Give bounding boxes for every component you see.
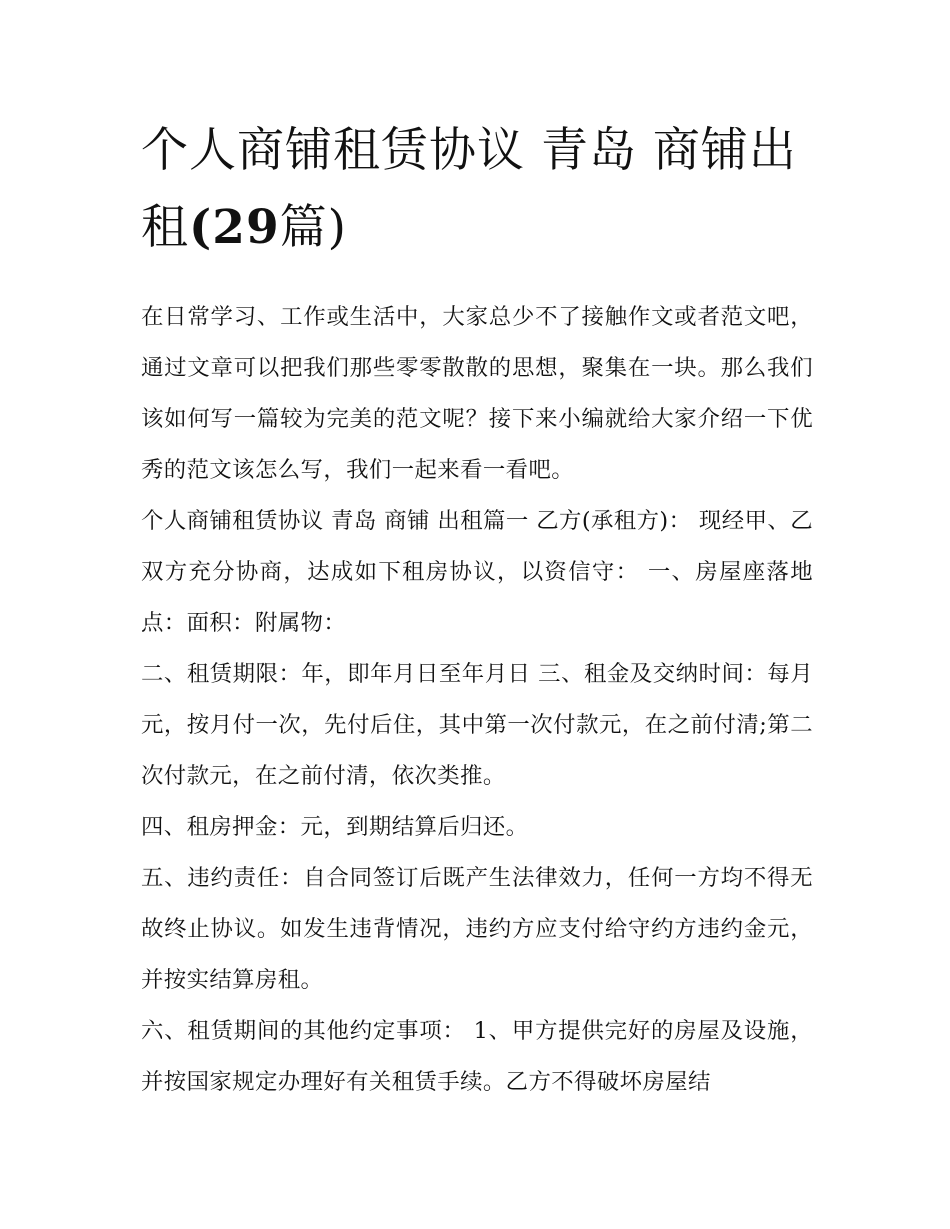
section-one-paragraph: 个人商铺租赁协议 青岛 商铺 出租篇一 乙方(承租方)： 现经甲、乙双方充分协商，达成如下租房协议，以资信守： 一、房屋座落地点：面积：附属物： [141,508,813,636]
section-four-paragraph: 四、租房押金：元，到期结算后归还。 [141,814,529,840]
title-count: (29 [189,200,280,255]
intro-paragraph: 在日常学习、工作或生活中，大家总少不了接触作文或者范文吧，通过文章可以把我们那些零零散散的思想，聚集在一块。那么我们该如何写一篇较为完美的范文呢？接下来小编就给大家介绍一下优秀的范文该怎么写，我们一起来看一看吧。 [141,304,813,483]
document-title: 个人商铺租赁协议 青岛 商铺出租(29篇) [141,123,797,255]
section-two-three-paragraph: 二、租赁期限：年，即年月日至年月日 三、租金及交纳时间：每月元，按月付一次，先付后住，其中第一次付款元，在之前付清;第二次付款元，在之前付清，依次类推。 [141,661,813,789]
section-five-paragraph: 五、违约责任：自合同签订后既产生法律效力，任何一方均不得无故终止协议。如发生违背情况，违约方应支付给守约方违约金元，并按实结算房租。 [141,865,813,993]
document-body [141,112,813,1108]
section-six-paragraph: 六、租赁期间的其他约定事项： 1、甲方提供完好的房屋及设施，并按国家规定办理好有关租赁手续。乙方不得破坏房屋结 [141,1018,813,1095]
